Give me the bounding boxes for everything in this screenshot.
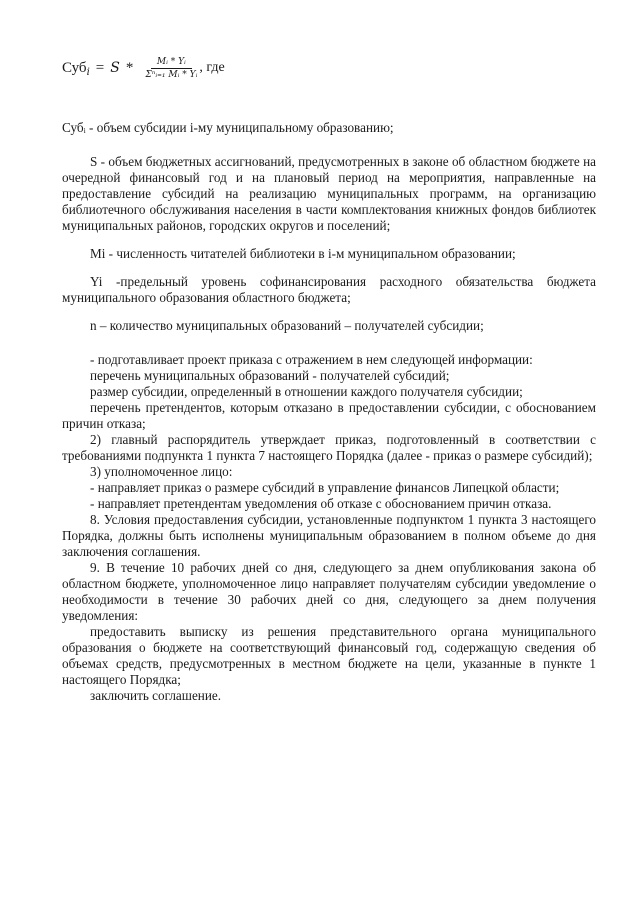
paragraph-s: S - объем бюджетных ассигнований, предусмотренных в законе об областном бюджете на очередной финансовый год и на плановый период на мероприятия, направленные на предоставление субсидий на реализацию муниципальных программ, на организацию библиотечного обслуживания населения в части комплектования книжных фондов библиотек муниципальных районов, городских округов и поселений; bbox=[62, 154, 596, 233]
formula-denominator: Σⁿᵢ₌₁ Mᵢ * Yᵢ bbox=[145, 69, 198, 80]
paragraph-item-2: 2) главный распорядитель утверждает приказ, подготовленный в соответствии с требованиями подпункта 1 пункта 7 настоящего Порядка (далее - приказ о размере субсидий); bbox=[62, 432, 596, 463]
paragraph-refused-list: перечень претендентов, которым отказано в предоставлении субсидии, с обоснованием причин отказа; bbox=[62, 400, 596, 431]
paragraph-conclude-agreement: заключить соглашение. bbox=[90, 688, 222, 703]
subsidy-formula bbox=[62, 46, 225, 90]
paragraph-provide-extract: предоставить выписку из решения представительного органа муниципального образования о бюджете на соответствующий финансовый год, содержащую сведения об объемах средств, предусмотренных в местном бюджете на цели, указанные в пункте 1 настоящего Порядка; bbox=[62, 624, 596, 687]
paragraph-sends-order: - направляет приказ о размере субсидий в управление финансов Липецкой области; bbox=[90, 480, 560, 495]
paragraph-n: n – количество муниципальных образований – получателей субсидии; bbox=[90, 318, 484, 333]
paragraph-item-9: 9. В течение 10 рабочих дней со дня, следующего за днем опубликования закона об областном бюджете, уполномоченное лицо направляет получателям субсидии уведомление о необходимости в течение 30 рабочих дней со дня, следующего за днем получения уведомления: bbox=[62, 560, 596, 623]
paragraph-item-3: 3) уполномоченное лицо: bbox=[90, 464, 233, 479]
formula-s: S bbox=[110, 60, 120, 76]
formula-numerator: Mᵢ * Yᵢ bbox=[151, 57, 192, 69]
formula-times: * bbox=[125, 59, 134, 76]
formula-fraction bbox=[145, 57, 197, 80]
paragraph-subsidy-size: размер субсидии, определенный в отношении каждого получателя субсидии; bbox=[90, 384, 523, 399]
document-body bbox=[62, 120, 596, 704]
formula-lhs-subscript: i bbox=[86, 66, 90, 78]
formula-equals: = bbox=[95, 59, 105, 76]
paragraph-item-8: 8. Условия предоставления субсидии, установленные подпунктом 1 пункта 3 настоящего Порядка, должны быть исполнены муниципальным образованием в полном объеме до дня заключения соглашения. bbox=[62, 512, 596, 559]
paragraph-list-recipients: перечень муниципальных образований - получателей субсидий; bbox=[90, 368, 450, 383]
formula-lhs: Суб bbox=[62, 59, 87, 76]
formula-tail: , где bbox=[199, 60, 225, 75]
paragraph-prepares-order: - подготавливает проект приказа с отражением в нем следующей информации: bbox=[90, 352, 533, 367]
paragraph-sends-refusal: - направляет претендентам уведомления об отказе с обоснованием причин отказа. bbox=[90, 496, 552, 511]
paragraph-sub-i: Субᵢ - объем субсидии i-му муниципальному образованию; bbox=[62, 120, 394, 135]
paragraph-yi: Yi -предельный уровень софинансирования расходного обязательства бюджета муниципального образования областного бюджета; bbox=[62, 274, 596, 305]
paragraph-mi: Mi - численность читателей библиотеки в i-м муниципальном образовании; bbox=[90, 246, 516, 261]
